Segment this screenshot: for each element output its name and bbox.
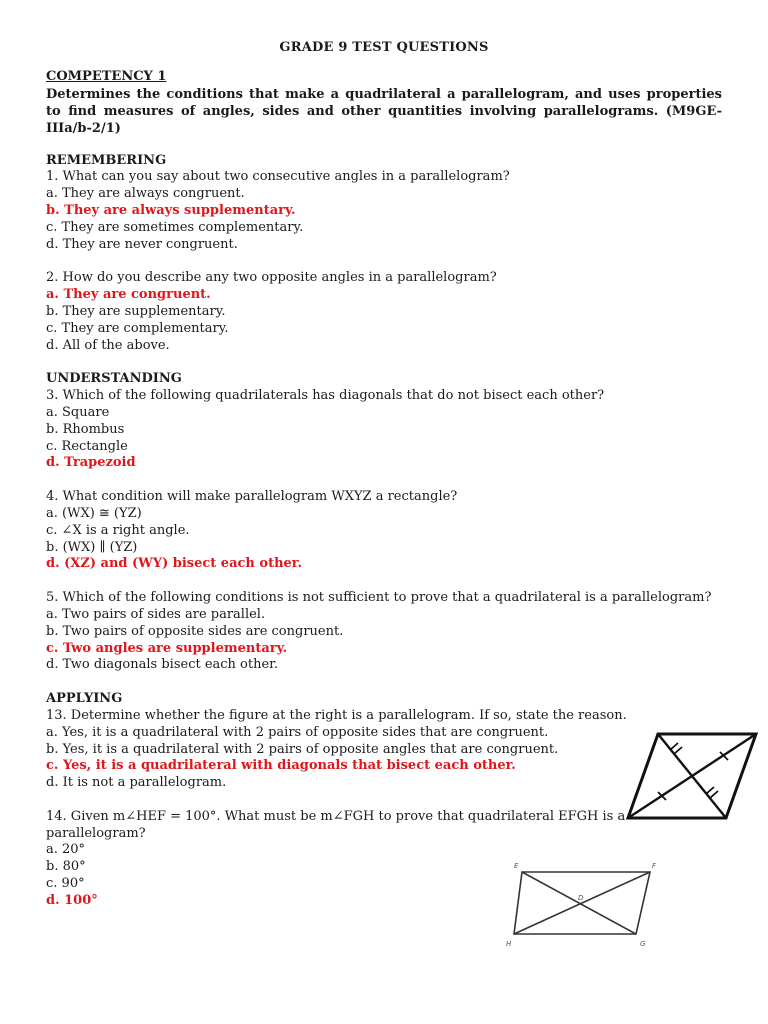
tick-mark — [706, 787, 714, 794]
option-d: d. Two diagonals bisect each other. — [46, 657, 279, 673]
competency-description: Determines the conditions that make a quadrilateral a parallelogram, and uses properties to find measures of angles, sides and other quantities involving parallelograms. (M9GE-IIIa/b-2/1) — [46, 86, 722, 136]
option-c-correct: c. Yes, it is a quadrilateral with diagonals that bisect each other. — [46, 758, 516, 774]
question-text: 14. Given m∠HEF = 100°. What must be m∠FGH to prove that quadrilateral EFGH is a parallelogram? — [46, 808, 626, 841]
question-text: 4. What condition will make parallelogram WXYZ a rectangle? — [46, 489, 458, 505]
option-a-correct: a. They are congruent. — [46, 287, 211, 303]
question-text: 5. Which of the following conditions is not sufficient to prove that a quadrilateral is a parallelogram? — [46, 590, 712, 606]
option-c: c. They are sometimes complementary. — [46, 219, 304, 235]
page-title: GRADE 9 TEST QUESTIONS — [279, 40, 489, 55]
option-d: d. It is not a parallelogram. — [46, 775, 227, 791]
option-d: d. They are never congruent. — [46, 236, 238, 252]
section-applying: APPLYING — [46, 691, 123, 707]
vertex-label-f: F — [652, 862, 657, 870]
tick-mark — [670, 743, 678, 750]
question-text: 13. Determine whether the figure at the right is a parallelogram. If so, state the reason. — [46, 707, 627, 723]
option-d-correct: d. 100° — [46, 892, 98, 908]
tick-mark — [710, 791, 718, 798]
question-3 — [46, 388, 722, 472]
option-b-correct: b. They are always supplementary. — [46, 202, 296, 218]
diagonal-2 — [628, 734, 756, 818]
question-1 — [46, 169, 722, 253]
competency-label: COMPETENCY 1 — [46, 68, 167, 84]
question-13 — [46, 708, 722, 792]
question-text: 1. What can you say about two consecutive angles in a parallelogram? — [46, 169, 510, 185]
parallelogram-figure-diagonals — [624, 728, 760, 824]
option-b: b. 80° — [46, 859, 86, 875]
parallelogram-efgh-figure — [500, 858, 670, 952]
tick-mark — [674, 747, 682, 754]
option-c-correct: c. Two angles are supplementary. — [46, 640, 288, 656]
question-2 — [46, 270, 722, 354]
section-understanding: UNDERSTANDING — [46, 371, 182, 387]
diagonal-fh — [514, 872, 650, 934]
option-c: c. 90° — [46, 876, 85, 892]
diagonal-eg — [522, 872, 636, 934]
option-b: b. Rhombus — [46, 421, 125, 437]
option-a: a. Yes, it is a quadrilateral with 2 pairs of opposite sides that are congruent. — [46, 724, 549, 740]
question-4 — [46, 489, 722, 573]
vertex-label-h: H — [506, 940, 512, 948]
intersection-label-d: D — [578, 894, 584, 902]
question-text: 3. Which of the following quadrilaterals has diagonals that do not bisect each other? — [46, 388, 605, 404]
section-remembering: REMEMBERING — [46, 152, 167, 168]
option-a: a. Two pairs of sides are parallel. — [46, 606, 266, 622]
option-a: a. They are always congruent. — [46, 186, 245, 202]
option-d: d. All of the above. — [46, 337, 170, 353]
option-b: b. Two pairs of opposite sides are congruent. — [46, 623, 344, 639]
question-text: 2. How do you describe any two opposite angles in a parallelogram? — [46, 270, 497, 286]
option-d-correct: d. (XZ) and (WY) bisect each other. — [46, 556, 302, 572]
option-a: a. 20° — [46, 842, 86, 858]
option-c: c. ∠X is a right angle. — [46, 522, 190, 538]
option-b: b. (WX) ∥ (YZ) — [46, 539, 138, 555]
vertex-label-g: G — [640, 940, 646, 948]
option-a: a. Square — [46, 404, 110, 420]
question-5 — [46, 590, 722, 674]
option-c: c. They are complementary. — [46, 320, 229, 336]
vertex-label-e: E — [514, 862, 519, 870]
option-a: a. (WX) ≅ (YZ) — [46, 505, 142, 521]
option-b: b. Yes, it is a quadrilateral with 2 pairs of opposite angles that are congruent. — [46, 741, 559, 757]
option-b: b. They are supplementary. — [46, 303, 226, 319]
document-page — [46, 40, 722, 927]
option-c: c. Rectangle — [46, 438, 128, 454]
option-d-correct: d. Trapezoid — [46, 455, 136, 471]
